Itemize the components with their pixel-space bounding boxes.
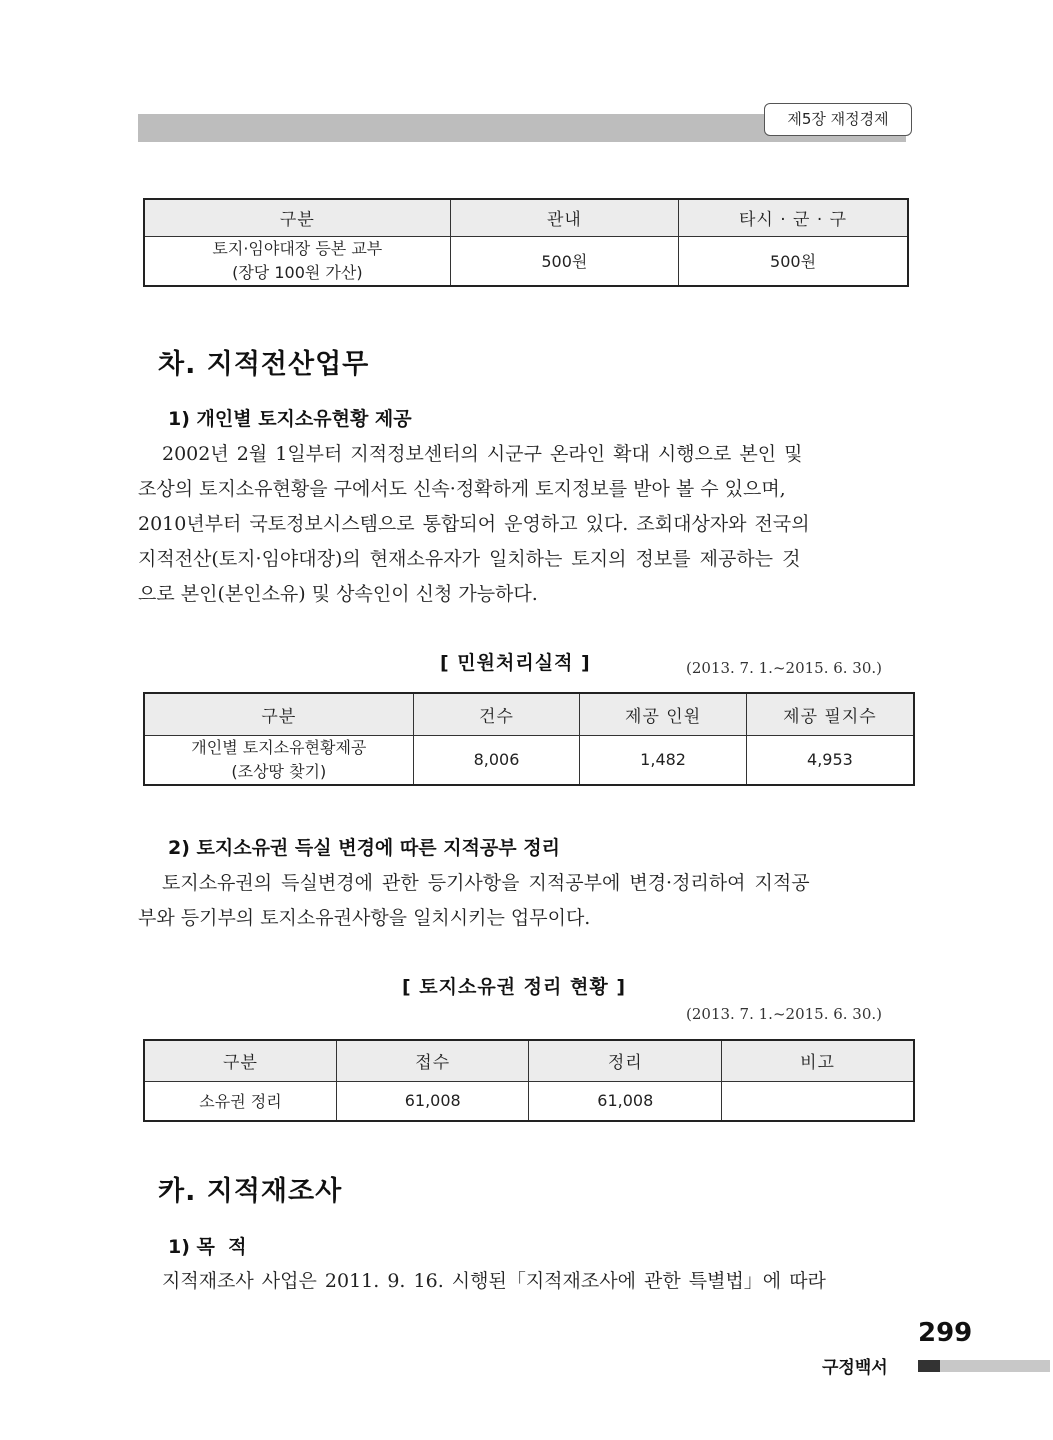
civil-header-count: 건수 — [413, 693, 580, 735]
para-line: 토지소유권의 득실변경에 관한 등기사항을 지적공부에 변경·정리하여 지적공 — [162, 872, 810, 894]
ownership-row-note — [722, 1081, 914, 1121]
fee-row-local: 500원 — [450, 236, 678, 286]
fee-header-local: 관내 — [450, 199, 678, 236]
table-row — [144, 236, 908, 286]
ownership-header-category: 구분 — [144, 1040, 336, 1081]
section-heading-cha: 차. 지적전산업무 — [158, 349, 370, 380]
footer-bar-light — [940, 1360, 1050, 1372]
civil-row-label: 개인별 토지소유현황제공 (조상땅 찾기) — [144, 735, 413, 785]
period-civil: (2013. 7. 1.~2015. 6. 30.) — [686, 659, 883, 677]
civil-row-parcels: 4,953 — [746, 735, 914, 785]
ownership-row-processed: 61,008 — [529, 1081, 722, 1121]
fee-header-category: 구분 — [144, 199, 450, 236]
page-number: 299 — [918, 1318, 973, 1348]
table-row — [144, 1081, 914, 1121]
subheading-purpose: 1) 목 적 — [168, 1236, 247, 1258]
para-line: 지적재조사 사업은 2011. 9. 16. 시행된「지적재조사에 관한 특별법」에 따라 — [162, 1270, 826, 1292]
civil-table — [143, 692, 915, 786]
para-line: 2010년부터 국토정보시스템으로 통합되어 운영하고 있다. 조회대상자와 전국의 — [138, 513, 810, 535]
table-row — [144, 735, 914, 785]
ownership-header-processed: 정리 — [529, 1040, 722, 1081]
footer-book-title: 구정백서 — [822, 1358, 888, 1378]
paragraph-purpose — [138, 1264, 913, 1299]
fee-table — [143, 198, 909, 287]
para-line: 2002년 2월 1일부터 지적정보센터의 시군구 온라인 확대 시행으로 본인 및 — [162, 443, 803, 465]
ownership-row-label: 소유권 정리 — [144, 1081, 336, 1121]
civil-row-people: 1,482 — [580, 735, 747, 785]
civil-row-count: 8,006 — [413, 735, 580, 785]
fee-row-label: 토지·임야대장 등본 교부 (장당 100원 가산) — [144, 236, 450, 286]
paragraph-individual-land — [138, 437, 913, 612]
civil-header-category: 구분 — [144, 693, 413, 735]
fee-row-other: 500원 — [679, 236, 908, 286]
table-caption-ownership: [ 토지소유권 정리 현황 ] — [402, 976, 627, 998]
chapter-tab: 제5장 재정경제 — [764, 103, 912, 136]
fee-header-other: 타시 · 군 · 구 — [679, 199, 908, 236]
subheading-ownership: 2) 토지소유권 득실 변경에 따른 지적공부 정리 — [168, 837, 560, 859]
para-line: 지적전산(토지·임야대장)의 현재소유자가 일치하는 토지의 정보를 제공하는 것 — [138, 548, 801, 570]
ownership-table — [143, 1039, 915, 1122]
civil-header-people: 제공 인원 — [580, 693, 747, 735]
para-line: 으로 본인(본인소유) 및 상속인이 신청 가능하다. — [138, 583, 538, 605]
para-line: 부와 등기부의 토지소유권사항을 일치시키는 업무이다. — [138, 907, 591, 929]
footer-bar-dark — [918, 1360, 940, 1372]
para-line: 조상의 토지소유현황을 구에서도 신속·정확하게 토지정보를 받아 볼 수 있으며, — [138, 478, 786, 500]
table-caption-civil: [ 민원처리실적 ] — [440, 652, 591, 674]
section-heading-ka: 카. 지적재조사 — [158, 1176, 343, 1207]
subheading-individual-land: 1) 개인별 토지소유현황 제공 — [168, 408, 412, 430]
period-ownership: (2013. 7. 1.~2015. 6. 30.) — [686, 1005, 883, 1023]
civil-header-parcels: 제공 필지수 — [746, 693, 914, 735]
paragraph-ownership — [138, 866, 913, 936]
ownership-header-received: 접수 — [336, 1040, 529, 1081]
ownership-row-received: 61,008 — [336, 1081, 529, 1121]
ownership-header-note: 비고 — [722, 1040, 914, 1081]
